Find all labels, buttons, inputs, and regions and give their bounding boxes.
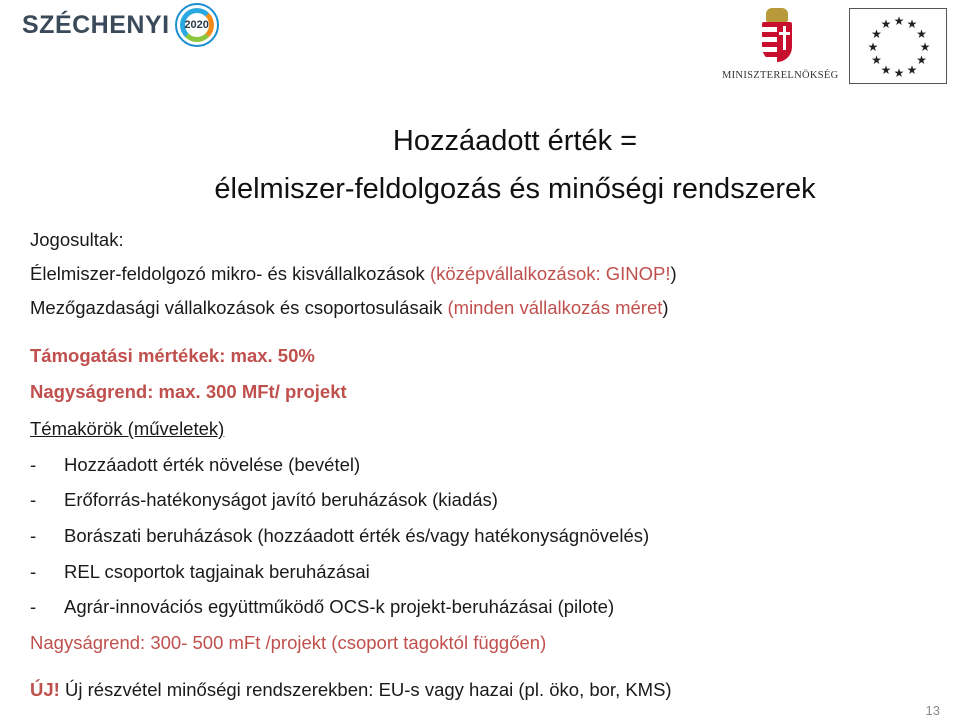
page-number: 13 xyxy=(925,703,940,718)
szechenyi-logo-emblem xyxy=(175,3,219,47)
eligible-line-2-paren: (minden vállalkozás méret xyxy=(447,297,663,318)
eu-star-icon: ★ xyxy=(880,17,892,32)
group-size-note: Nagyságrend: 300- 500 mFt /projekt (csoport tagoktól függően) xyxy=(30,632,547,653)
list-dash: - xyxy=(30,489,37,510)
topic-item-text: REL csoportok tagjainak beruházásai xyxy=(64,561,370,582)
support-size: Nagyságrend: max. 300 MFt/ projekt xyxy=(30,381,347,402)
topics-heading: Témakörök (műveletek) xyxy=(30,418,225,439)
eu-star-icon: ★ xyxy=(906,17,918,32)
list-dash: - xyxy=(30,525,37,546)
slide-title-line2: élelmiszer-feldolgozás és minőségi rendszerek xyxy=(214,173,816,205)
topic-item xyxy=(30,454,360,476)
eligible-heading: Jogosultak: xyxy=(30,229,124,250)
list-dash: - xyxy=(30,454,37,475)
eu-star-icon: ★ xyxy=(893,66,905,80)
topic-item xyxy=(30,525,649,547)
topic-item-text: Erőforrás-hatékonyságot javító beruházások (kiadás) xyxy=(64,489,498,510)
eu-star-icon: ★ xyxy=(893,14,905,28)
szechenyi-logo-text: SZÉCHENYI xyxy=(22,10,170,39)
coat-of-arms-icon xyxy=(760,8,794,66)
eu-star-icon: ★ xyxy=(880,62,892,77)
szechenyi-2020-logo xyxy=(22,2,219,48)
list-dash: - xyxy=(30,561,37,582)
eligible-line-1 xyxy=(30,263,677,285)
support-rate: Támogatási mértékek: max. 50% xyxy=(30,345,315,366)
eu-star-icon: ★ xyxy=(916,27,927,41)
eligible-line-1-close: ) xyxy=(670,263,677,284)
eu-star-icon: ★ xyxy=(871,27,882,41)
slide-title-line1: Hozzáadott érték = xyxy=(392,125,638,157)
topic-item xyxy=(30,596,614,618)
eu-star-icon: ★ xyxy=(871,53,882,67)
topic-item-text: Borászati beruházások (hozzáadott érték és/vagy hatékonyságnövelés) xyxy=(64,525,650,546)
eligible-line-2-close: ) xyxy=(662,297,669,318)
eu-star-icon: ★ xyxy=(916,53,927,67)
eu-star-icon: ★ xyxy=(906,62,918,77)
ministry-label: MINISZTERELNÖKSÉG xyxy=(722,70,839,81)
eligible-line-2-main: Mezőgazdasági vállalkozások és csoportosulásaik xyxy=(30,297,448,318)
new-item-line xyxy=(30,679,672,701)
eu-star-icon: ★ xyxy=(867,40,879,54)
eu-star-icon: ★ xyxy=(919,40,931,54)
eligible-line-2 xyxy=(30,297,669,319)
new-badge: ÚJ! xyxy=(30,679,60,700)
topic-item-text: Agrár-innovációs együttműködő OCS-k projekt-beruházásai (pilote) xyxy=(64,596,615,617)
new-item-text: Új részvétel minőségi rendszerekben: EU-s vagy hazai (pl. öko, bor, KMS) xyxy=(59,679,672,700)
szechenyi-logo-year: 2020 xyxy=(184,19,209,31)
list-dash: - xyxy=(30,596,37,617)
topic-item-text: Hozzáadott érték növelése (bevétel) xyxy=(64,454,361,475)
eligible-line-1-main: Élelmiszer-feldolgozó mikro- és kisvállalkozások xyxy=(30,263,430,284)
topic-item xyxy=(30,489,498,511)
eu-flag-logo xyxy=(849,8,947,84)
topic-item xyxy=(30,561,370,583)
ministry-logo xyxy=(722,8,839,88)
eligible-line-1-paren: (középvállalkozások: GINOP! xyxy=(429,263,671,284)
